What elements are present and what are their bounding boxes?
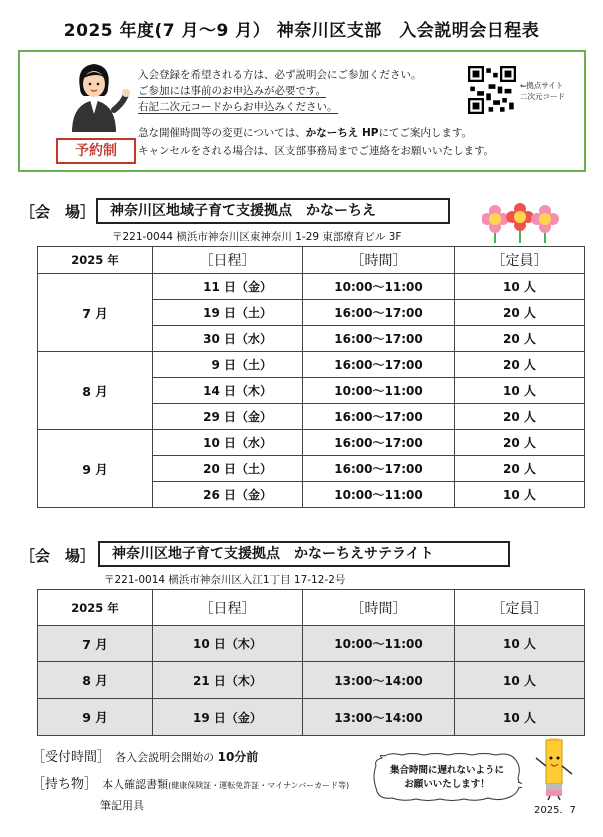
capacity-header: ［定員］: [455, 247, 585, 274]
pencil-character-illustration: [532, 738, 576, 800]
day-cell: 10 日（木）: [153, 626, 303, 662]
time-cell: 10:00〜11:00: [303, 378, 455, 404]
notice-line-1: 入会登録を希望される方は、必ず説明会にご参加ください。: [138, 69, 422, 81]
year-header: 2025 年: [38, 247, 153, 274]
capacity-cell: 10 人: [455, 274, 585, 300]
day-cell: 19 日（土）: [153, 300, 303, 326]
day-cell: 14 日（木）: [153, 378, 303, 404]
speech-text: 集合時間に遅れないように お願いいたします！: [389, 765, 504, 790]
time-cell: 16:00〜17:00: [303, 404, 455, 430]
notice-line-2: ご参加には事前のお申込みが必要です。: [138, 85, 327, 97]
month-cell: 7 月: [38, 274, 153, 352]
capacity-cell: 10 人: [455, 662, 585, 699]
time-header: ［時間］: [303, 247, 455, 274]
capacity-cell: 20 人: [455, 326, 585, 352]
page-title: 2025 年度(7 月〜9 月） 神奈川区支部 入会説明会日程表: [63, 21, 540, 41]
time-cell: 16:00〜17:00: [303, 326, 455, 352]
capacity-cell: 10 人: [455, 626, 585, 662]
date-header: ［日程］: [153, 590, 303, 626]
venue2-name: 神奈川区地子育て支援拠点 かなーちえサテライト: [98, 541, 510, 567]
time-cell: 16:00〜17:00: [303, 352, 455, 378]
time-cell: 16:00〜17:00: [303, 456, 455, 482]
time-cell: 10:00〜11:00: [303, 274, 455, 300]
capacity-header: ［定員］: [455, 590, 585, 626]
schedule-table-2: [37, 589, 585, 736]
notice-line-5: キャンセルをされる場合は、区支部事務局までご連絡をお願いいたします。: [138, 145, 495, 157]
time-cell: 16:00〜17:00: [303, 300, 455, 326]
venue1-name: 神奈川区地域子育て支援拠点 かなーちえ: [96, 198, 450, 224]
venue2-address: 〒221-0014 横浜市神奈川区入江1丁目 17-12-2号: [104, 574, 346, 586]
capacity-cell: 20 人: [455, 300, 585, 326]
day-cell: 11 日（金）: [153, 274, 303, 300]
items-to-bring: ［持ち物］ 本人確認書類(健康保険証・運転免許証・マイナンバーカード等): [32, 777, 350, 792]
items-line-2: 筆記用具: [100, 799, 144, 812]
month-cell: 9 月: [38, 699, 153, 736]
qr-code-icon[interactable]: [468, 66, 516, 114]
flowers-illustration: [482, 203, 562, 243]
month-cell: 7 月: [38, 626, 153, 662]
month-cell: 8 月: [38, 352, 153, 430]
capacity-cell: 20 人: [455, 404, 585, 430]
day-cell: 30 日（水）: [153, 326, 303, 352]
day-cell: 19 日（金）: [153, 699, 303, 736]
month-cell: 8 月: [38, 662, 153, 699]
venue1-heading: ［会 場］: [20, 203, 96, 221]
day-cell: 9 日（土）: [153, 352, 303, 378]
date-header: ［日程］: [153, 247, 303, 274]
notice-line-3: 右記二次元コードからお申込みください。: [138, 101, 338, 113]
time-cell: 13:00〜14:00: [303, 699, 455, 736]
year-header: 2025 年: [38, 590, 153, 626]
notice-line-4: 急な開催時間等の変更については、かなーちえ HPにてご案内します。: [138, 127, 473, 139]
time-header: ［時間］: [303, 590, 455, 626]
time-cell: 10:00〜11:00: [303, 626, 455, 662]
qr-label: ⇐拠点サイト 二次元コード: [520, 81, 565, 101]
day-cell: 20 日（土）: [153, 456, 303, 482]
time-cell: 13:00〜14:00: [303, 662, 455, 699]
schedule-table-1: [37, 246, 585, 508]
capacity-cell: 20 人: [455, 430, 585, 456]
day-cell: 21 日（木）: [153, 662, 303, 699]
capacity-cell: 20 人: [455, 352, 585, 378]
month-cell: 9 月: [38, 430, 153, 508]
capacity-cell: 10 人: [455, 482, 585, 508]
venue1-address: 〒221-0044 横浜市神奈川区東神奈川 1-29 東部療育ビル 3F: [112, 231, 402, 243]
notice-box: [18, 50, 586, 172]
capacity-cell: 10 人: [455, 699, 585, 736]
venue2-heading: ［会 場］: [20, 547, 96, 565]
capacity-cell: 10 人: [455, 378, 585, 404]
capacity-cell: 20 人: [455, 456, 585, 482]
reservation-required-label: 予約制: [56, 138, 136, 164]
day-cell: 10 日（水）: [153, 430, 303, 456]
day-cell: 29 日（金）: [153, 404, 303, 430]
time-cell: 16:00〜17:00: [303, 430, 455, 456]
time-cell: 10:00〜11:00: [303, 482, 455, 508]
reception-time: ［受付時間］ 各入会説明会開始の 10分前: [32, 750, 259, 765]
issue-date: 2025．7: [534, 805, 576, 816]
staff-person-illustration: [58, 58, 130, 132]
day-cell: 26 日（金）: [153, 482, 303, 508]
